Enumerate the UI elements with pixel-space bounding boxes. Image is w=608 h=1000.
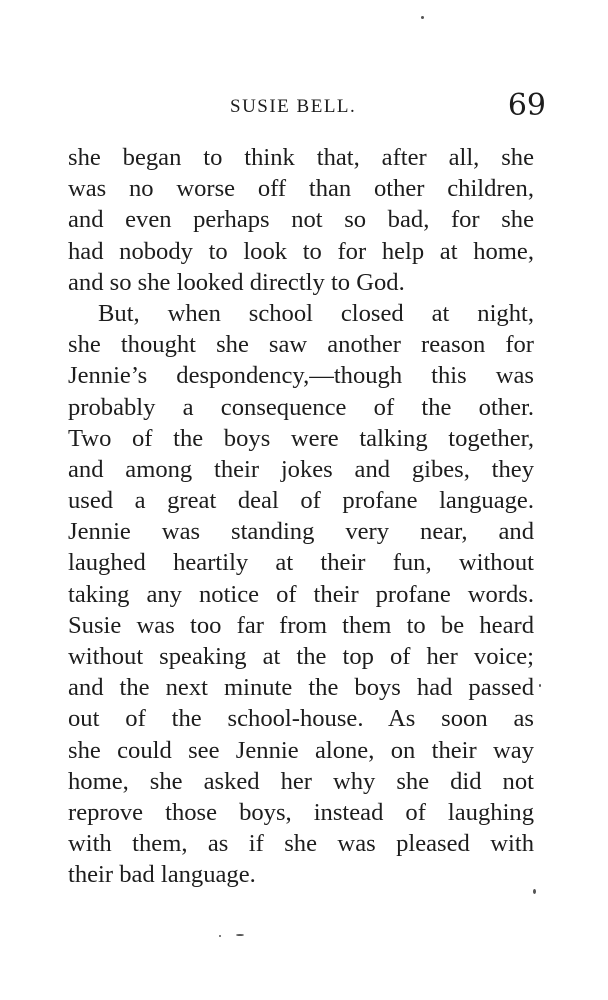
text-line: taking any notice of their profane words. xyxy=(68,580,534,608)
body-text xyxy=(68,142,534,891)
scan-speck xyxy=(219,935,221,937)
text-line: and so she looked directly to God. xyxy=(68,268,405,296)
scan-speck xyxy=(533,889,536,894)
paragraph-1 xyxy=(68,142,534,298)
paragraph-2 xyxy=(68,298,534,891)
text-line: Jennie was standing very near, and xyxy=(68,518,534,546)
text-line: probably a consequence of the other. xyxy=(68,393,534,421)
text-line: out of the school-house. As soon as xyxy=(68,705,534,733)
text-line: and even perhaps not so bad, for she xyxy=(68,206,534,234)
text-line: she thought she saw another reason for xyxy=(68,331,534,359)
text-line: Jennie’s despondency,—though this was xyxy=(68,362,534,390)
text-line: she began to think that, after all, she xyxy=(68,144,534,171)
text-line: had nobody to look to for help at home, xyxy=(68,237,534,265)
text-line: their bad language. xyxy=(68,861,256,889)
text-line: without speaking at the top of her voice; xyxy=(68,643,534,670)
text-line: she could see Jennie alone, on their way xyxy=(68,736,534,764)
text-line: reprove those boys, instead of laughing xyxy=(68,798,534,826)
scan-speck xyxy=(421,16,424,19)
text-line: used a great deal of profane language. xyxy=(68,487,534,515)
text-line: was no worse off than other children, xyxy=(68,175,534,203)
text-line: But, when school closed at night, xyxy=(98,299,534,327)
scan-speck xyxy=(539,684,541,687)
running-title: SUSIE BELL. xyxy=(230,96,357,117)
text-line: with them, as if she was pleased with xyxy=(68,830,534,858)
scan-speck xyxy=(236,934,244,936)
text-line: and among their jokes and gibes, they xyxy=(68,455,534,483)
page-number: 69 xyxy=(507,88,546,123)
text-line: Susie was too far from them to be heard xyxy=(68,611,534,639)
running-head xyxy=(68,88,546,124)
text-line: laughed heartily at their fun, without xyxy=(68,549,534,577)
text-line: home, she asked her why she did not xyxy=(68,767,534,795)
text-line: Two of the boys were talking together, xyxy=(68,424,534,452)
text-line: and the next minute the boys had passed xyxy=(68,674,534,702)
